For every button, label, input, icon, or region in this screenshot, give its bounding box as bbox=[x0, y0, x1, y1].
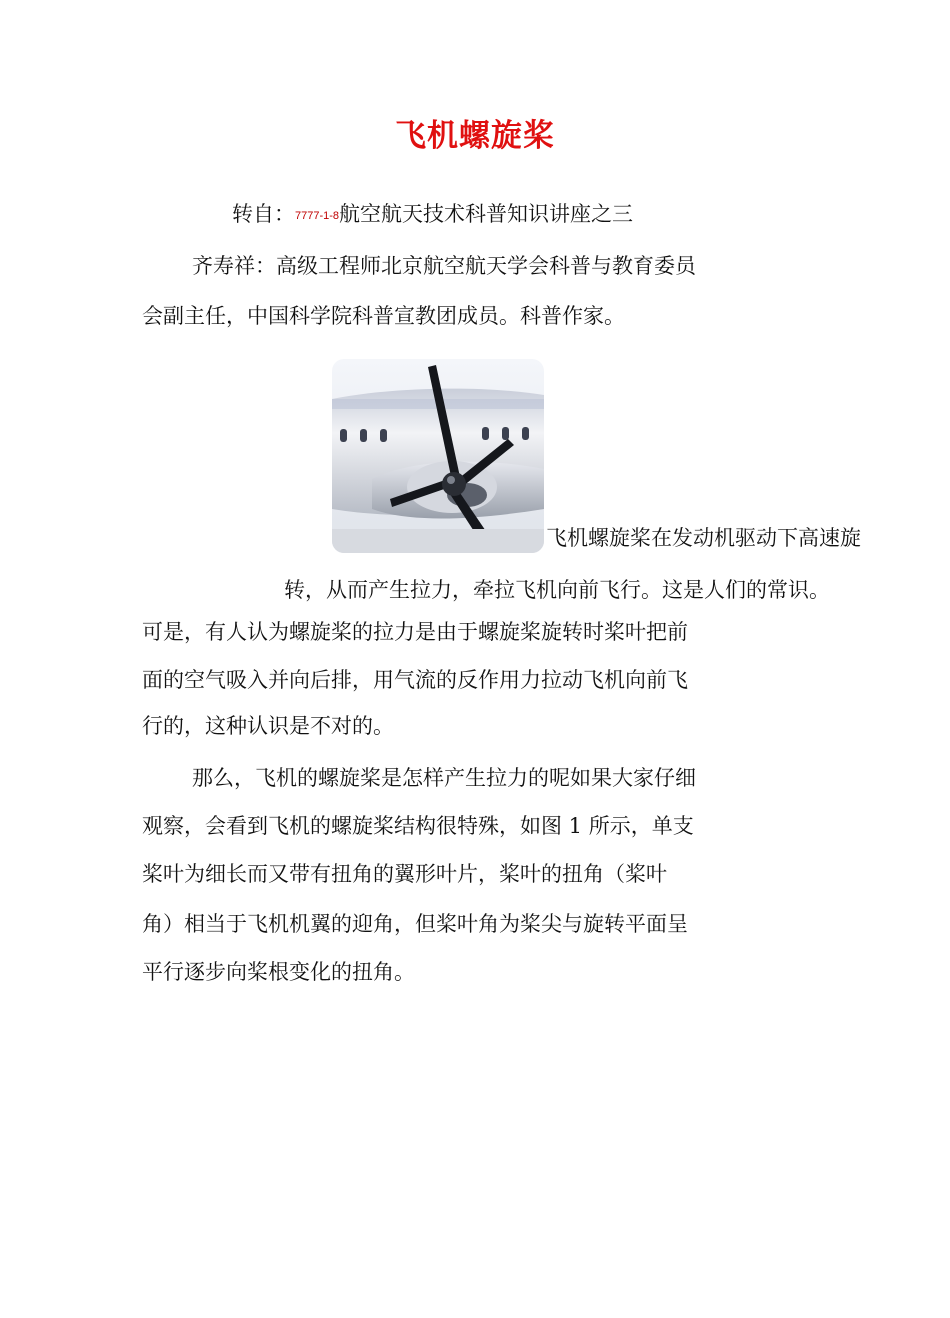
source-prefix: 转自： bbox=[232, 202, 295, 226]
source-code: 7777-1-8 bbox=[295, 210, 340, 222]
para1-beside-image: 飞机螺旋桨在发动机驱动下高速旋 bbox=[546, 526, 861, 550]
para1-line-3: 可是，有人认为螺旋桨的拉力是由于螺旋桨旋转时桨叶把前 bbox=[142, 620, 688, 644]
para2-line-4: 角）相当于飞机机翼的迎角，但桨叶角为桨尖与旋转平面呈 bbox=[142, 912, 688, 936]
author-line-1: 齐寿祥：高级工程师北京航空航天学会科普与教育委员 bbox=[192, 254, 696, 278]
para2-line-3: 桨叶为细长而又带有扭角的翼形叶片，桨叶的扭角（桨叶 bbox=[142, 862, 667, 886]
para2-line-5: 平行逐步向桨根变化的扭角。 bbox=[142, 960, 415, 984]
author-line-2: 会副主任，中国科学院科普宣教团成员。科普作家。 bbox=[142, 304, 625, 328]
para1-line-2: 转，从而产生拉力，牵拉飞机向前飞行。这是人们的常识。 bbox=[284, 578, 830, 602]
para1-line-5: 行的，这种认识是不对的。 bbox=[142, 714, 394, 738]
para1-line-4: 面的空气吸入并向后排，用气流的反作用力拉动飞机向前飞 bbox=[142, 668, 688, 692]
source-line bbox=[232, 200, 633, 230]
para2-line-1: 那么，飞机的螺旋桨是怎样产生拉力的呢如果大家仔细 bbox=[192, 766, 696, 790]
propeller-airplane-photo bbox=[332, 359, 544, 553]
source-text: 航空航天技术科普知识讲座之三 bbox=[339, 202, 634, 226]
page-title: 飞机螺旋桨 bbox=[395, 118, 555, 154]
para2-line-2: 观察，会看到飞机的螺旋桨结构很特殊，如图 1 所示，单支 bbox=[142, 814, 694, 838]
